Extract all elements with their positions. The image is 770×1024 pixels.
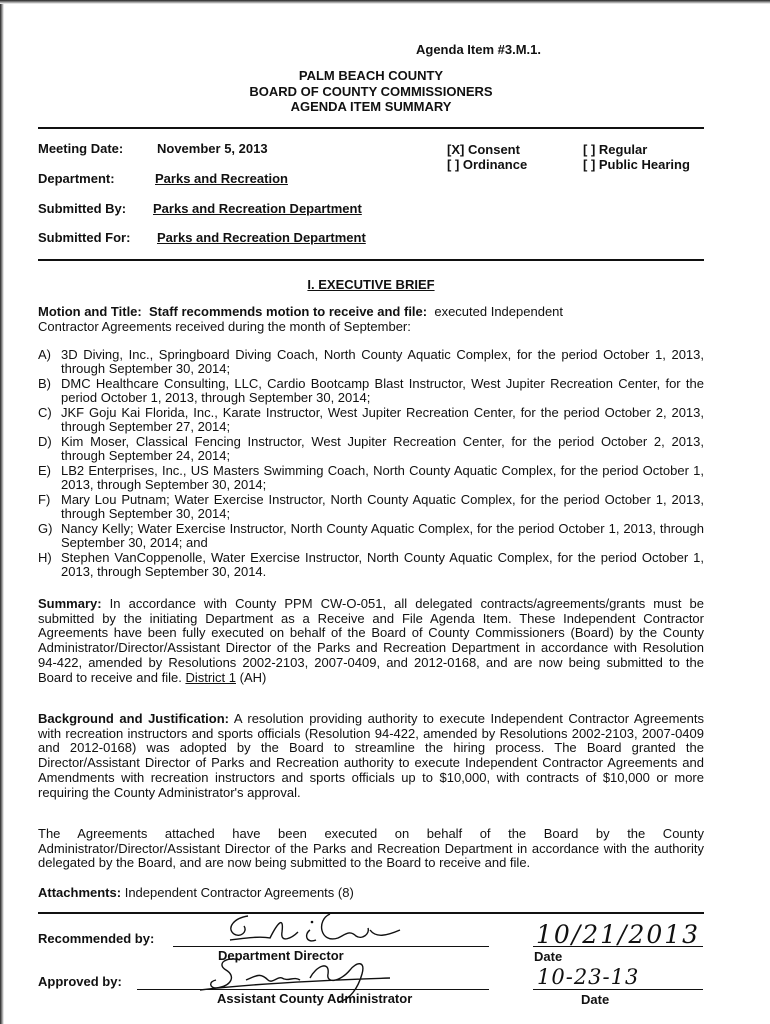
attachments-value: Independent Contractor Agreements (8)	[124, 885, 354, 900]
summary-paragraph	[38, 597, 704, 685]
header-summary-title: AGENDA ITEM SUMMARY	[290, 99, 452, 114]
recommended-handwritten-date: 10/21/2013	[536, 920, 701, 949]
contract-item-letter: H)	[38, 550, 52, 565]
approved-handwritten-date: 10-23-13	[537, 965, 640, 989]
motion-title-label: Motion and Title:	[38, 304, 142, 319]
scan-edge-left	[0, 0, 4, 1024]
executive-brief-title: I. EXECUTIVE BRIEF	[307, 277, 435, 292]
section-divider	[38, 259, 704, 261]
background-label: Background and Justification:	[38, 711, 229, 726]
contract-item-letter: G)	[38, 521, 53, 536]
submitted-for-label: Submitted For:	[38, 230, 131, 245]
contract-item	[38, 464, 704, 493]
meeting-date-label: Meeting Date:	[38, 141, 124, 156]
recommended-date-label: Date	[534, 949, 563, 964]
regular-checkbox: [ ] Regular	[583, 142, 648, 157]
summary-label: Summary:	[38, 596, 102, 611]
district-link: District 1	[185, 669, 236, 685]
contract-item	[38, 522, 704, 551]
contract-item-letter: A)	[38, 347, 51, 362]
contract-item-text: DMC Healthcare Consulting, LLC, Cardio Bootcamp Blast Instructor, West Jupiter Recreation Center, for the period October 1, 2013, through September 30, 2014;	[61, 376, 704, 406]
department-label: Department:	[38, 171, 115, 186]
contract-item	[38, 435, 704, 464]
department-director-title: Department Director	[218, 948, 344, 963]
summary-text: In accordance with County PPM CW-O-051, all delegated contracts/agreements/grants must be submitted by the initiating Department as a Receive and File Agenda Item. These Independent Contractor Agreements have been fully executed on behalf of the Board of County Commissioners (Board) by the County Administrator/Director/Assistant Director of the Parks and Recreation Department in accordance with Resolution 94-422, amended by Resolutions 2002-2103, 2007-0409, and 2012-0168, and are now being submitted to the Board to receive and file.	[38, 596, 704, 685]
department-value: Parks and Recreation	[155, 171, 288, 186]
contract-item-letter: D)	[38, 434, 52, 449]
public-hearing-checkbox: [ ] Public Hearing	[583, 157, 690, 172]
submitted-by-label: Submitted By:	[38, 201, 127, 216]
recommended-by-label: Recommended by:	[38, 931, 155, 946]
contract-item	[38, 493, 704, 522]
contract-item-text: Nancy Kelly; Water Exercise Instructor, North County Aquatic Complex, for the period October 1, 2013, through September 30, 2014; and	[61, 521, 704, 551]
attachments-line	[38, 885, 354, 900]
submitted-for-value: Parks and Recreation Department	[157, 230, 366, 245]
contract-item	[38, 348, 704, 377]
submitted-by-value: Parks and Recreation Department	[153, 201, 362, 216]
contract-item-text: JKF Goju Kai Florida, Inc., Karate Instructor, West Jupiter Recreation Center, for the period October 2, 2013, through September 27, 2014;	[61, 405, 704, 435]
contract-item	[38, 406, 704, 435]
header-divider	[38, 127, 704, 129]
attachments-label: Attachments:	[38, 885, 122, 900]
summary-initials: (AH)	[239, 669, 267, 685]
approved-date-line	[533, 989, 703, 990]
meeting-date-value: November 5, 2013	[157, 141, 268, 156]
contract-item-letter: C)	[38, 405, 52, 420]
contract-item-text: 3D Diving, Inc., Springboard Diving Coach, North County Aquatic Complex, for the period October 1, 2013, through September 30, 2014;	[61, 347, 704, 377]
contract-item-letter: F)	[38, 492, 51, 507]
contract-item	[38, 377, 704, 406]
scan-edge-top	[0, 0, 770, 4]
header-county: PALM BEACH COUNTY	[298, 68, 444, 83]
approved-by-label: Approved by:	[38, 974, 122, 989]
contract-item-text: Stephen VanCoppenolle, Water Exercise Instructor, North County Aquatic Complex, for the period October 1, 2013, through September 30, 2014.	[61, 550, 704, 580]
contract-item-letter: B)	[38, 376, 51, 391]
agenda-item-number: Agenda Item #3.M.1.	[416, 42, 541, 57]
motion-title-line	[38, 304, 704, 319]
motion-title-rest: executed Independent	[434, 304, 564, 319]
background-text: A resolution providing authority to execute Independent Contractor Agreements with recreation instructors and sports officials (Resolution 94-422, amended by Resolutions 2002-2103, 2007-0409 and 2012-0168) was adopted by the Board to streamline the hiring process. The Board granted the Director/Assistant Director of Parks and Recreation authority to execute Independent Contractor Agreements and Amendments with recreation instructors and sports officials up to $10,000, with contracts of $10,000 or more requiring the County Administrator's approval.	[38, 711, 705, 800]
agreements-paragraph: The Agreements attached have been executed on behalf of the Board by the County Administrator/Director/Assistant Director of the Parks and Recreation Department in accordance with the authority delegated by the Board, and are now being submitted to the Board to receive and file.	[38, 826, 704, 871]
contract-item	[38, 551, 704, 580]
ordinance-checkbox: [ ] Ordinance	[447, 157, 528, 172]
contract-item-letter: E)	[38, 463, 51, 478]
background-paragraph	[38, 712, 704, 800]
motion-title-bold: Staff recommends motion to receive and file:	[148, 304, 428, 319]
contract-item-text: LB2 Enterprises, Inc., US Masters Swimming Coach, North County Aquatic Complex, for the period October 1, 2013, through September 30, 2014;	[61, 463, 704, 493]
assistant-administrator-title: Assistant County Administrator	[217, 991, 413, 1006]
contract-item-text: Kim Moser, Classical Fencing Instructor, West Jupiter Recreation Center, for the period October 2, 2013, through September 24, 2014;	[61, 434, 704, 464]
consent-checkbox: [X] Consent	[447, 142, 520, 157]
motion-title-continuation: Contractor Agreements received during the month of September:	[38, 319, 411, 334]
approved-date-label: Date	[581, 992, 610, 1007]
header-board: BOARD OF COUNTY COMMISSIONERS	[249, 84, 493, 99]
contract-item-text: Mary Lou Putnam; Water Exercise Instructor, North County Aquatic Complex, for the period October 1, 2013, through September 30, 2014;	[61, 492, 704, 522]
